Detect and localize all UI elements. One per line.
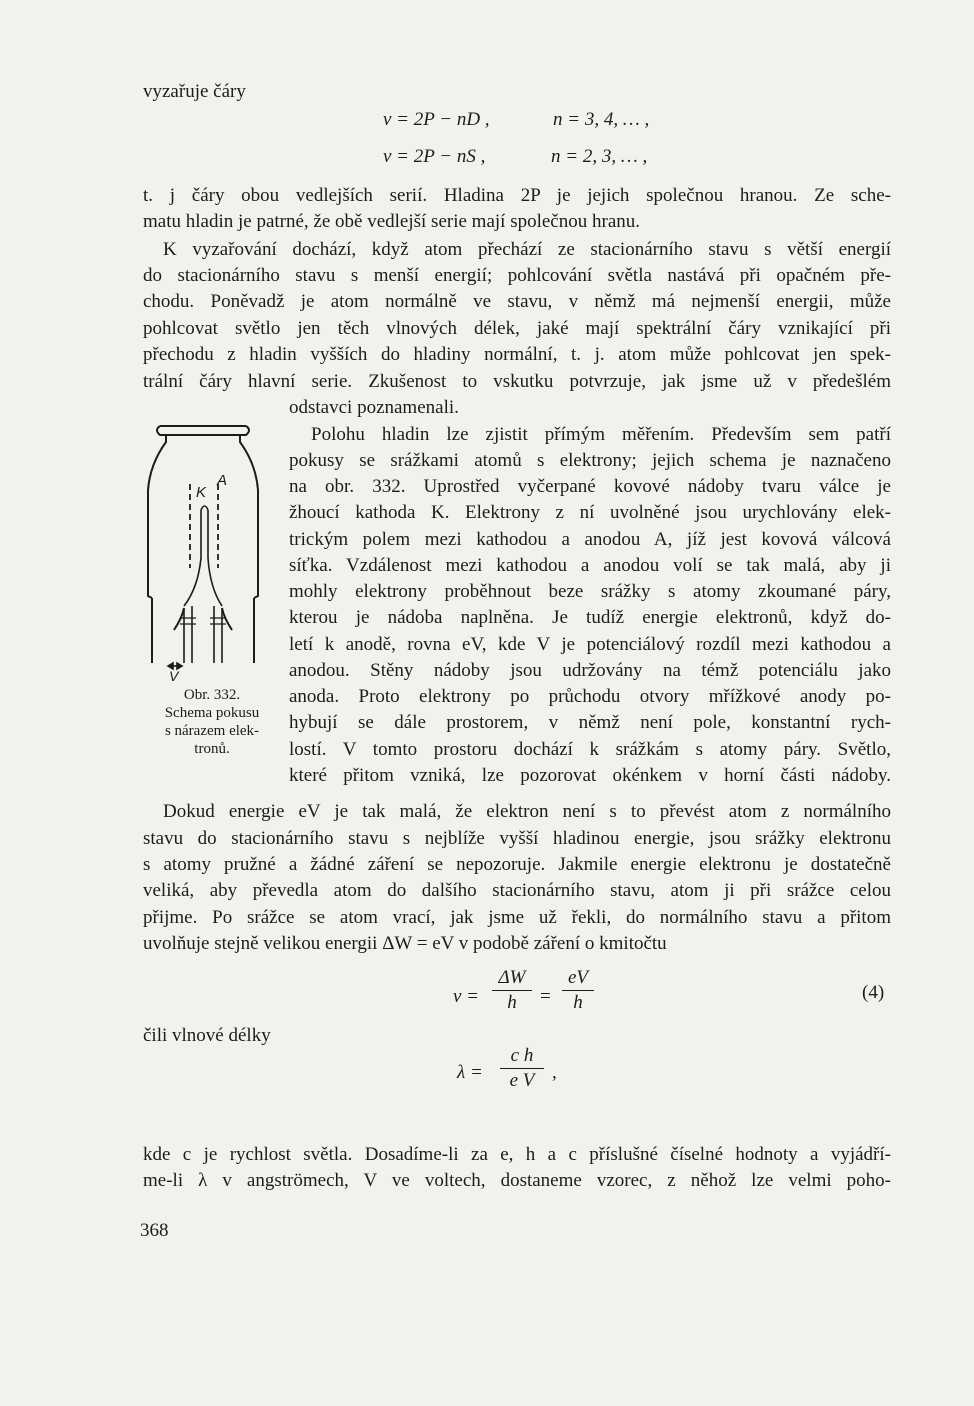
fraction-numerator: c h	[510, 1045, 534, 1066]
paragraph-2-line: trální čáry hlavní serie. Zkušenost to vskutku potvrzuje, jak jsme už v předešlém	[143, 371, 891, 392]
figure-caption-line: s nárazem elek-	[164, 723, 260, 739]
intro-text: vyzařuje čáry	[143, 81, 246, 102]
fraction-numerator: eV	[567, 967, 589, 988]
paragraph-3-line: na obr. 332. Uprostřed vyčerpané kovové nádoby tvaru válce je	[289, 476, 891, 497]
paragraph-3-line: letí k anodě, rovna eV, kde V je potenciálový rozdíl mezi kathodou a	[289, 634, 891, 655]
paragraph-4-line: přijme. Po srážce se atom vrací, jak jsme už řekli, do normálního stavu a přitom	[143, 907, 891, 928]
equation-5-comma: ,	[552, 1062, 557, 1083]
paragraph-2-line: chodu. Poněvadž je atom normálně ve stavu, v němž má nejmenší energii, může	[143, 291, 891, 312]
paragraph-4-line: s atomy pružné a žádné záření se nepozoruje. Jakmile energie elektronu je dostatečně	[143, 854, 891, 875]
paragraph-2-line: do stacionárního stavu s menší energií; pohlcování světla nastává při opačném pře-	[143, 265, 891, 286]
paragraph-3-line: žhoucí kathoda K. Elektrony z ní uvolněné jsou urychlovány elek-	[289, 502, 891, 523]
paragraph-3-line: kterou je nádoba naplněna. Je tudíž energie elektronů, když do-	[289, 607, 891, 628]
equation-4-lhs: ν =	[453, 986, 480, 1007]
equation-4-equals: =	[540, 986, 551, 1007]
paragraph-2-line: pohlcovat světlo jen těch vlnových délek, jaké mají spektrální čáry vznikající při	[143, 318, 891, 339]
figure-caption-line: tronů.	[194, 741, 230, 757]
figure-332	[138, 418, 268, 683]
paragraph-1-line: t. j čáry obou vedlejších serií. Hladina 2P je jejich společnou hranou. Ze sche-	[143, 185, 891, 206]
paragraph-2-line: přechodu z hladin vyšších do hladiny normální, t. j. atom může pohlcovat jen spek-	[143, 344, 891, 365]
paragraph-1-line: matu hladin je patrné, že obě vedlejší serie mají společnou hranu.	[143, 211, 640, 232]
paragraph-3-line: Polohu hladin lze zjistit přímým měřením. Především sem patří	[311, 424, 891, 445]
paragraph-3-line: které přitom vzniká, lze pozorovat okénkem v horní části nádoby.	[289, 765, 891, 786]
paragraph-4-line: veliká, aby převedla atom do dalšího stacionárního stavu, atom ji při srážce celou	[143, 880, 891, 901]
page-number: 368	[140, 1220, 169, 1241]
paragraph-4-line: stavu do stacionárního stavu s nejblíže vyšší hladinou energie, jsou srážky elektronu	[143, 828, 891, 849]
equation-1-lhs: ν = 2P − nD ,	[383, 109, 490, 130]
paragraph-3-line: hybují se dále prostorem, v němž není pole, konstantní rych-	[289, 712, 891, 733]
fraction-delta-w-over-h	[492, 967, 532, 1014]
equation-2-rhs: n = 2, 3, … ,	[551, 146, 648, 167]
paragraph-3-line: anodou. Stěny nádoby jsou udržovány na témž potenciálu jako	[289, 660, 891, 681]
paragraph-3-line: síťka. Vzdálenost mezi kathodou a anodou volí se tak malá, aby ji	[289, 555, 891, 576]
paragraph-4-line: uvolňuje stejně velikou energii ΔW = eV v podobě záření o kmitočtu	[143, 933, 667, 954]
paragraph-3-line: trickým polem mezi kathodou a anodou A, jíž jest kovová válcová	[289, 529, 891, 550]
paragraph-2-line: K vyzařování dochází, když atom přechází ze stacionárního stavu s větší energií	[163, 239, 891, 260]
label-v: V	[169, 668, 179, 684]
label-k: K	[196, 484, 207, 501]
cili-text: čili vlnové délky	[143, 1025, 271, 1046]
paragraph-3-line: pokusy se srážkami atomů s elektrony; jejich schema je naznačeno	[289, 450, 891, 471]
paragraph-3-line: mohly elektrony proběhnout beze srážky s atomy zkoumané páry,	[289, 581, 891, 602]
fraction-denominator: h	[507, 992, 517, 1013]
paragraph-3-line: anoda. Proto elektrony po průchodu otvory mřížkové anody po-	[289, 686, 891, 707]
paragraph-5-line: kde c je rychlost světla. Dosadíme-li za e, h a c příslušné číselné hodnoty a vyjádří-	[143, 1144, 891, 1165]
paragraph-4-line: Dokud energie eV je tak malá, že elektron není s to převést atom z normálního	[163, 801, 891, 822]
equation-5-lhs: λ =	[457, 1062, 483, 1083]
label-a: A	[217, 472, 228, 489]
equation-2-lhs: ν = 2P − nS ,	[383, 146, 486, 167]
figure-caption-line: Obr. 332.	[183, 687, 241, 703]
fraction-denominator: h	[573, 992, 583, 1013]
equation-1-rhs: n = 3, 4, … ,	[553, 109, 650, 130]
paragraph-5-line: me-li λ v angströmech, V ve voltech, dostaneme vzorec, z něhož lze velmi poho-	[143, 1170, 891, 1191]
vacuum-tube-diagram	[138, 418, 268, 683]
fraction-numerator: ΔW	[498, 967, 526, 988]
fraction-denominator: e V	[509, 1070, 535, 1091]
equation-number: (4)	[862, 982, 885, 1003]
figure-caption-line: Schema pokusu	[164, 705, 260, 721]
fraction-ev-over-h	[562, 967, 594, 1014]
paragraph-2-line: odstavci poznamenali.	[289, 397, 459, 418]
fraction-ch-over-ev	[500, 1045, 544, 1092]
paragraph-3-line: lostí. V tomto prostoru dochází k srážkám s atomy páry. Světlo,	[289, 739, 891, 760]
